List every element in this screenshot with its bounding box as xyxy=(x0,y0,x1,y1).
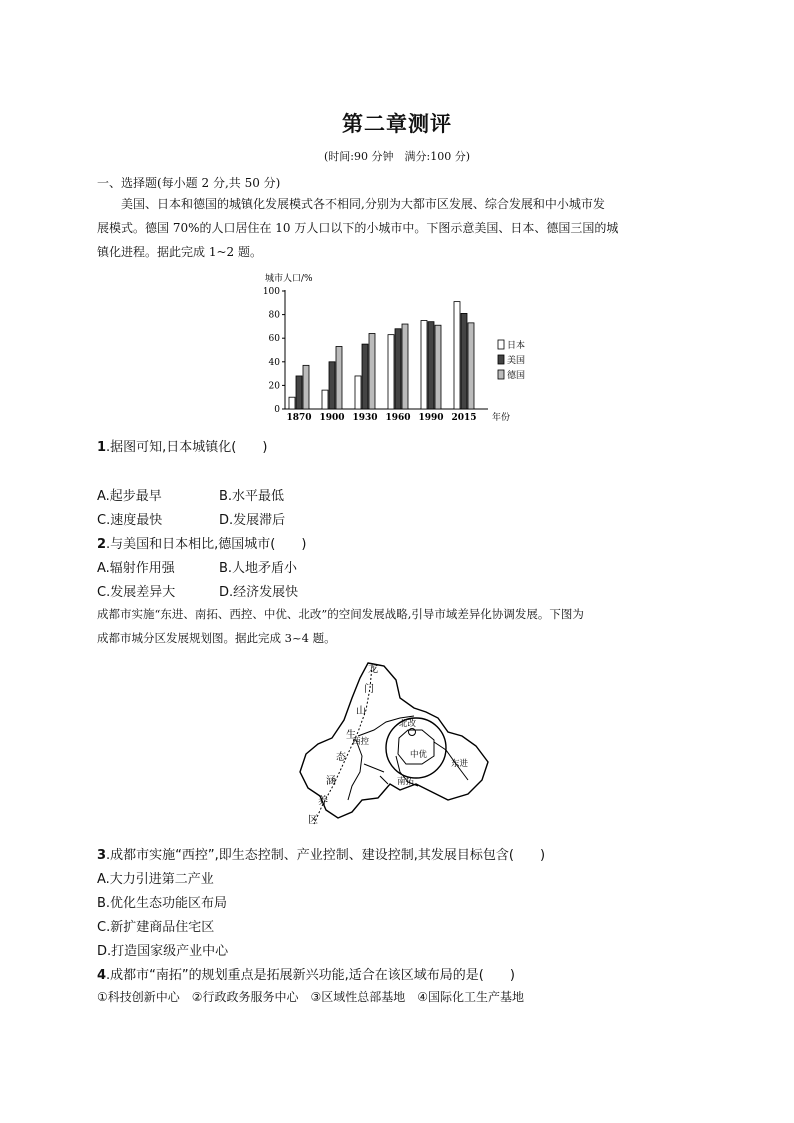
map-label-char: 养 xyxy=(318,796,328,807)
map-label-char: 龙 xyxy=(368,664,378,675)
chart-y-axis-label: 城市人口/% xyxy=(265,274,313,284)
chengdu-district-map xyxy=(296,660,496,830)
y-tick-label: 100 xyxy=(262,287,280,297)
bar-德国-1930 xyxy=(369,333,375,409)
bar-日本-1990 xyxy=(421,321,427,410)
bar-德国-1990 xyxy=(435,325,441,409)
section-heading: 一、选择题(每小题 2 分,共 50 分) xyxy=(97,176,281,190)
q3-option-b[interactable]: B.优化生态功能区布局 xyxy=(97,896,228,911)
q1-option-d[interactable]: D.发展滞后 xyxy=(219,513,286,528)
bar-日本-2015 xyxy=(454,302,460,409)
question-3 xyxy=(97,844,545,863)
bar-美国-1960 xyxy=(395,329,401,409)
passage-1-line-3: 镇化进程。据此完成 1~2 题。 xyxy=(97,245,262,259)
bar-美国-1870 xyxy=(296,376,302,409)
bar-美国-1930 xyxy=(362,344,368,409)
map-label-char: 生 xyxy=(346,730,356,741)
question-2 xyxy=(97,533,306,552)
map-label-char: 区 xyxy=(308,815,318,826)
q2-option-a[interactable]: A.辐射作用强 xyxy=(97,561,175,576)
map-label-char: 门 xyxy=(364,684,374,695)
passage-1 xyxy=(97,192,697,264)
question-3-stem: .成都市实施“西控”,即生态控制、产业控制、建设控制,其发展目标包含( ) xyxy=(106,848,546,863)
legend-swatch xyxy=(498,340,504,349)
map-label-char: 态 xyxy=(336,752,346,763)
question-1-number: 1 xyxy=(97,440,107,455)
y-tick-label: 80 xyxy=(268,310,280,321)
q1-option-b[interactable]: B.水平最低 xyxy=(219,489,285,504)
bar-日本-1930 xyxy=(355,376,361,409)
q3-option-d[interactable]: D.打造国家级产业中心 xyxy=(97,944,229,959)
q4-items: ①科技创新中心 ②行政政务服务中心 ③区域性总部基地 ④国际化工生产基地 xyxy=(97,990,525,1004)
label-zhongyou: 中优 xyxy=(410,750,428,760)
q3-option-c[interactable]: C.新扩建商品住宅区 xyxy=(97,920,215,935)
map-label-char: 山 xyxy=(356,706,366,717)
x-tick-label: 1900 xyxy=(319,413,345,423)
passage-1-line-2: 展模式。德国 70%的人口居住在 10 万人口以下的小城市中。下图示意美国、日本、德国三国的城 xyxy=(97,221,619,235)
y-tick-label: 20 xyxy=(268,381,280,392)
x-tick-label: 2015 xyxy=(451,413,477,423)
passage-2-line-2: 成都市城分区发展规划图。据此完成 3~4 题。 xyxy=(97,631,336,645)
label-beigai: 北改 xyxy=(399,719,417,729)
bar-德国-1960 xyxy=(402,324,408,409)
legend-label: 德国 xyxy=(507,371,526,381)
bar-日本-1900 xyxy=(322,390,328,409)
label-xikong: 西控 xyxy=(352,737,370,747)
y-tick-label: 40 xyxy=(268,357,280,368)
question-2-stem: .与美国和日本相比,德国城市( ) xyxy=(106,537,307,552)
y-tick-label: 60 xyxy=(268,334,280,345)
x-tick-label: 1990 xyxy=(418,413,444,423)
bar-日本-1870 xyxy=(289,397,295,409)
bar-日本-1960 xyxy=(388,335,394,409)
legend-label: 美国 xyxy=(507,356,526,366)
passage-2-line-1: 成都市实施“东进、南拓、西控、中优、北改”的空间发展战略,引导市域差异化协调发展。下图为 xyxy=(97,607,584,621)
q2-option-b[interactable]: B.人地矛盾小 xyxy=(219,561,298,576)
exam-info: (时间:90 分钟 满分:100 分) xyxy=(324,150,470,163)
x-tick-label: 1930 xyxy=(352,413,378,423)
passage-1-line-1: 美国、日本和德国的城镇化发展模式各不相同,分别为大都市区发展、综合发展和中小城市发 xyxy=(121,197,605,211)
q3-option-a[interactable]: A.大力引进第二产业 xyxy=(97,872,214,887)
question-1-stem: .据图可知,日本城镇化( ) xyxy=(106,440,268,455)
urbanization-bar-chart xyxy=(240,266,540,426)
question-4 xyxy=(97,964,515,983)
bar-德国-2015 xyxy=(468,323,474,409)
bar-美国-1900 xyxy=(329,362,335,409)
q2-option-c[interactable]: C.发展差异大 xyxy=(97,585,176,600)
q1-option-a[interactable]: A.起步最早 xyxy=(97,489,162,504)
y-tick-label: 0 xyxy=(274,405,280,415)
question-4-number: 4 xyxy=(97,968,107,983)
legend-label: 日本 xyxy=(507,341,526,351)
x-tick-label: 1870 xyxy=(286,413,312,423)
map-label-char: 涵 xyxy=(326,776,336,787)
bar-美国-2015 xyxy=(461,313,467,409)
legend-swatch xyxy=(498,355,504,364)
legend-swatch xyxy=(498,370,504,379)
question-1 xyxy=(97,436,267,455)
q2-option-d[interactable]: D.经济发展快 xyxy=(219,585,299,600)
question-4-stem: .成都市“南拓”的规划重点是拓展新兴功能,适合在该区域布局的是( ) xyxy=(106,968,515,983)
chart-x-axis-label: 年份 xyxy=(492,413,511,423)
question-2-number: 2 xyxy=(97,537,107,552)
bar-美国-1990 xyxy=(428,322,434,409)
question-3-number: 3 xyxy=(97,848,107,863)
passage-2 xyxy=(97,602,697,650)
bar-德国-1900 xyxy=(336,346,342,409)
label-dongjin: 东进 xyxy=(451,759,469,769)
bar-德国-1870 xyxy=(303,365,309,409)
q1-option-c[interactable]: C.速度最快 xyxy=(97,513,163,528)
label-nantuo: 南拓 xyxy=(397,777,415,787)
page-title: 第二章测评 xyxy=(342,112,452,136)
x-tick-label: 1960 xyxy=(385,413,411,423)
